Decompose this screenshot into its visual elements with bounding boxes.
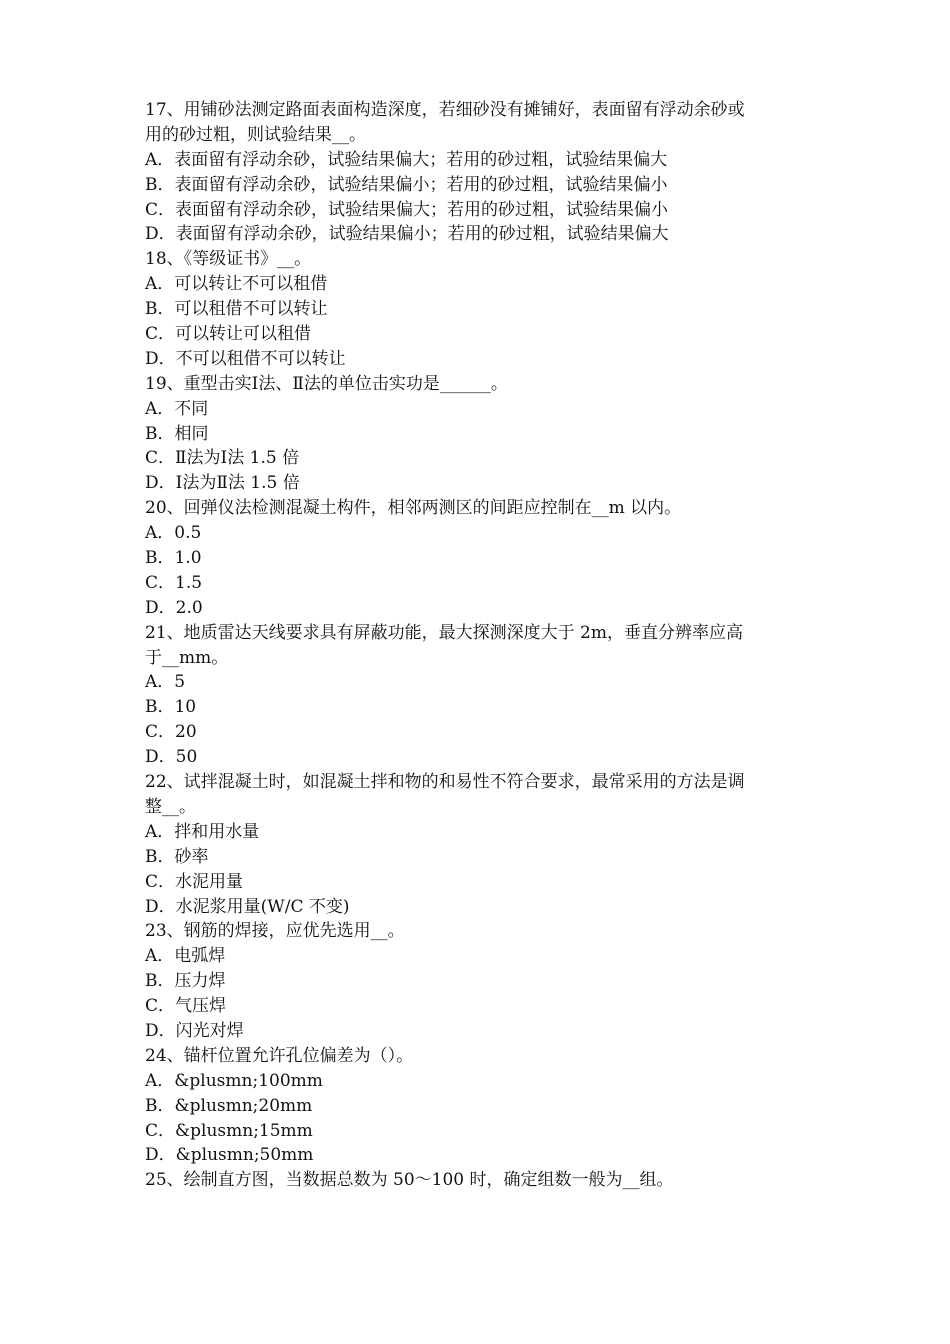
- option-18-c: C．可以转让可以租借: [145, 324, 312, 345]
- question-18: 18、《等级证书》__。: [145, 249, 312, 270]
- option-20-c: C．1.5: [145, 572, 203, 593]
- option-22-b: B．砂率: [145, 846, 209, 867]
- question-22-line-1: 22、试拌混凝土时，如混凝土拌和物的和易性不符合要求，最常采用的方法是调: [145, 772, 745, 793]
- option-18-d: D．不可以租借不可以转让: [145, 348, 346, 369]
- option-20-a: A．0.5: [145, 523, 202, 544]
- option-23-d: D．闪光对焊: [145, 1020, 244, 1041]
- option-24-c: C．&plusmn;15mm: [145, 1120, 313, 1141]
- question-17-line-1: 17、用铺砂法测定路面表面构造深度，若细砂没有摊铺好，表面留有浮动余砂或: [145, 100, 745, 120]
- option-17-c: C．表面留有浮动余砂，试验结果偏大；若用的砂过粗，试验结果偏小: [145, 199, 669, 220]
- question-21-line-2: 于__mm。: [145, 647, 229, 668]
- option-17-a: A．表面留有浮动余砂，试验结果偏大；若用的砂过粗，试验结果偏大: [145, 149, 668, 170]
- option-20-b: B．1.0: [145, 548, 202, 569]
- option-23-a: A．电弧焊: [145, 946, 226, 967]
- option-24-d: D．&plusmn;50mm: [145, 1145, 314, 1166]
- question-24: 24、锚杆位置允许孔位偏差为（）。: [145, 1045, 414, 1066]
- question-23: 23、钢筋的焊接，应优先选用__。: [145, 921, 405, 942]
- option-23-b: B．压力焊: [145, 971, 226, 992]
- option-17-d: D．表面留有浮动余砂，试验结果偏小；若用的砂过粗，试验结果偏大: [145, 224, 669, 245]
- document-body: [145, 98, 810, 1193]
- option-21-a: A．5: [145, 672, 186, 693]
- option-24-b: B．&plusmn;20mm: [145, 1095, 313, 1116]
- question-17-line-2: 用的砂过粗，则试验结果__。: [145, 124, 366, 145]
- question-25: 25、绘制直方图，当数据总数为 50～100 时，确定组数一般为__组。: [145, 1170, 674, 1191]
- question-22-line-2: 整__。: [145, 796, 196, 817]
- question-21-line-1: 21、地质雷达天线要求具有屏蔽功能，最大探测深度大于 2m，垂直分辨率应高: [145, 622, 743, 643]
- option-17-b: B．表面留有浮动余砂，试验结果偏小；若用的砂过粗，试验结果偏小: [145, 174, 668, 195]
- question-20: 20、回弹仪法检测混凝土构件，相邻两测区的间距应控制在__m 以内。: [145, 498, 682, 519]
- option-22-c: C．水泥用量: [145, 871, 244, 892]
- option-19-d: D．Ⅰ法为Ⅱ法 1.5 倍: [145, 473, 300, 494]
- option-19-c: C．Ⅱ法为Ⅰ法 1.5 倍: [145, 448, 300, 469]
- option-20-d: D．2.0: [145, 597, 203, 618]
- option-23-c: C．气压焊: [145, 996, 227, 1017]
- option-19-b: B．相同: [145, 423, 209, 444]
- option-21-c: C．20: [145, 722, 197, 743]
- option-22-a: A．拌和用水量: [145, 821, 260, 842]
- option-21-b: B．10: [145, 697, 197, 718]
- option-18-a: A．可以转让不可以租借: [145, 274, 328, 295]
- option-18-b: B．可以租借不可以转让: [145, 299, 328, 320]
- question-19: 19、重型击实Ⅰ法、Ⅱ法的单位击实功是______。: [145, 373, 508, 394]
- option-21-d: D．50: [145, 747, 198, 768]
- option-22-d: D．水泥浆用量(W/C 不变): [145, 896, 350, 917]
- option-24-a: A．&plusmn;100mm: [145, 1070, 323, 1091]
- option-19-a: A．不同: [145, 398, 209, 419]
